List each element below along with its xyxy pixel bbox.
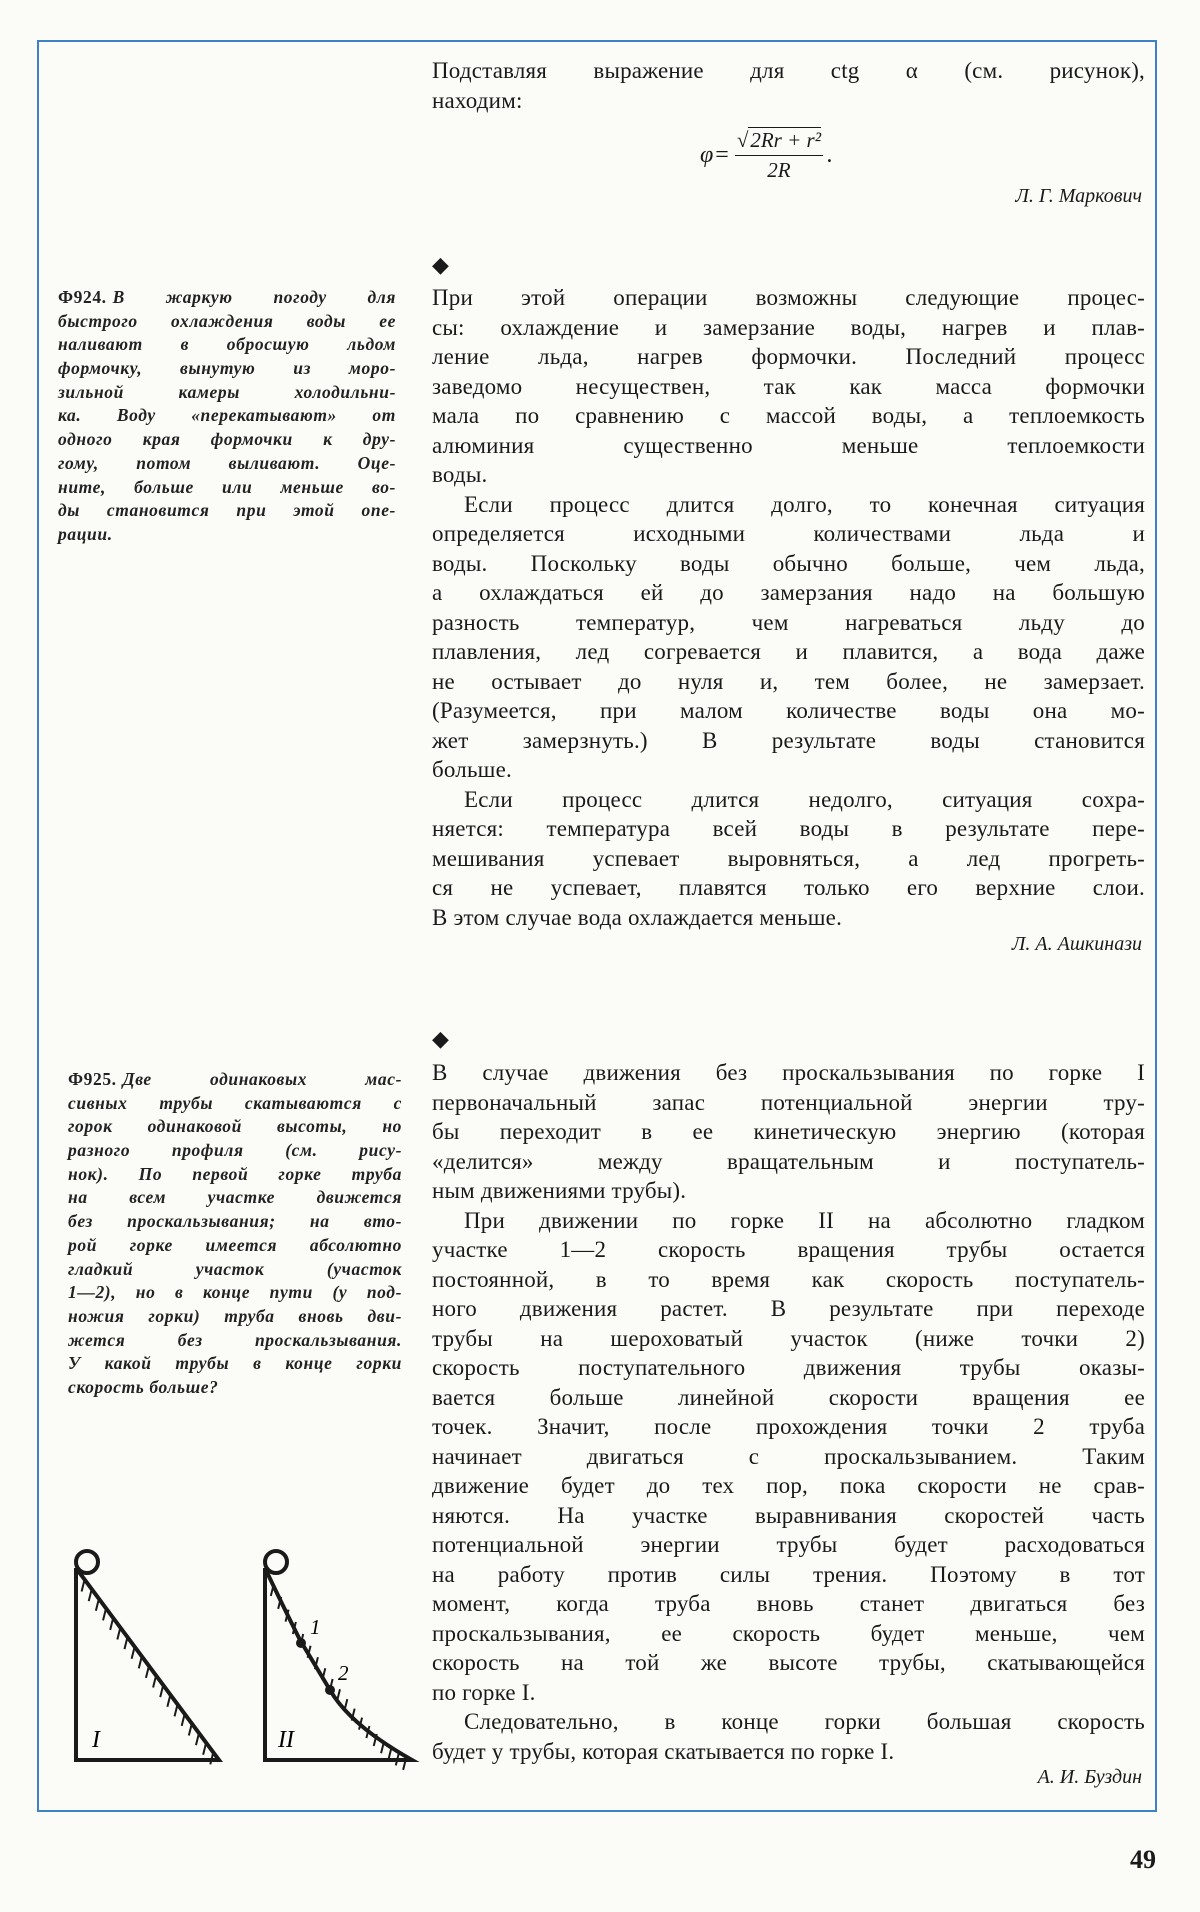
condition-text: разного профиля (см. рису-: [68, 1140, 402, 1161]
condition-line: [68, 1092, 402, 1116]
condition-text: одного края формочки к дру-: [58, 429, 396, 450]
solution-line: алюминия существенно меньше теплоемкости: [432, 432, 1145, 458]
solution-line: Если процесс длится долго, то конечная ситуация: [464, 491, 1145, 517]
solution-line: вается больше линейной скорости вращения ее: [432, 1384, 1145, 1410]
solution-line: скорость на той же высоте трубы, скатывающейся: [432, 1650, 1145, 1675]
slides-figure: [60, 1540, 430, 1770]
solution-line: мешивания успевает выровняться, а лед прогреть-: [432, 845, 1145, 871]
condition-text: ка. Воду «перекатывают» от: [58, 405, 396, 426]
condition-text: У какой трубы в конце горки: [68, 1353, 402, 1374]
condition-text: рации.: [58, 523, 113, 544]
condition-line: [58, 310, 396, 334]
condition-line: [68, 1352, 402, 1376]
author-markovich: Л. Г. Маркович: [1015, 185, 1142, 207]
condition-line: [68, 1329, 402, 1353]
condition-text: ды становится при этой опе-: [58, 500, 396, 521]
condition-line: [58, 499, 396, 523]
solution-line: определяется исходными количествами льда и: [432, 521, 1145, 546]
solution-line: Следовательно, в конце горки большая скорость: [464, 1709, 1145, 1734]
solution-line: сы: охлаждение и замерзание воды, нагрев и плав-: [432, 314, 1145, 340]
condition-line: [68, 1139, 402, 1163]
condition-line: [58, 476, 396, 500]
solution-line: няются. На участке выравнивания скоростей часть: [432, 1502, 1145, 1528]
solution-line: бы переходит в ее кинетическую энергию (которая: [432, 1119, 1145, 1144]
solution-line: движение будет до тех пор, пока скорости не срав-: [432, 1473, 1145, 1498]
problem-label: Ф925.: [68, 1069, 117, 1089]
solution-line: жет замерзнуть.) В результате воды становится: [432, 727, 1145, 753]
condition-line: [58, 452, 396, 476]
solution-line: разность температур, чем нагреваться льду до: [432, 609, 1145, 635]
condition-line: [68, 1186, 402, 1210]
condition-line: [68, 1305, 402, 1329]
condition-line: [68, 1258, 402, 1282]
condition-line: [68, 1068, 402, 1092]
point-2-label: 2: [338, 1661, 349, 1685]
condition-line: [58, 333, 396, 357]
solution-line: не остывает до нуля и, тем более, не замерзает.: [432, 668, 1145, 694]
solution-line: В случае движения без проскальзывания по горке I: [432, 1060, 1145, 1085]
condition-text: без проскальзывания; на вто-: [68, 1211, 402, 1232]
solution-line: больше.: [432, 757, 512, 782]
solution-line: В этом случае вода охлаждается меньше.: [432, 904, 843, 930]
condition-line: [68, 1376, 402, 1400]
condition-text: Две одинаковых мас-: [122, 1069, 402, 1089]
condition-text: сивных трубы скатываются с: [68, 1092, 402, 1113]
condition-text: жется без проскальзывания.: [68, 1329, 402, 1350]
solution-line: точек. Значит, после прохождения точки 2 труба: [432, 1414, 1145, 1439]
solution-line: заведомо несуществен, так как масса формочки: [432, 373, 1145, 399]
text-line: находим:: [432, 87, 523, 113]
condition-line: [58, 523, 396, 547]
solution-line: будет у трубы, которая скатывается по горке I.: [432, 1738, 895, 1764]
formula-dot: .: [827, 142, 833, 168]
condition-line: [68, 1115, 402, 1139]
solution-line: няется: температура всей воды в результате пере-: [432, 816, 1145, 841]
solution-line: ным движениями трубы).: [432, 1178, 687, 1203]
condition-line: [58, 381, 396, 405]
condition-text: горок одинаковой высоты, но: [68, 1116, 402, 1137]
slide-1-label: I: [92, 1727, 100, 1753]
author-ashkinazi: Л. А. Ашкинази: [1011, 933, 1142, 955]
solution-line: на работу против силы трения. Поэтому в тот: [432, 1561, 1145, 1587]
top-text: [432, 56, 1145, 115]
solution-line: постоянной, в то время как скорость поступатель-: [432, 1266, 1145, 1292]
condition-line: [58, 286, 396, 310]
problem-925-solution: [432, 1058, 1145, 1766]
condition-line: [58, 404, 396, 428]
formula-fraction: [735, 128, 823, 183]
condition-text: скорость больше?: [68, 1376, 219, 1397]
point-1-label: 1: [310, 1615, 321, 1639]
solution-line: При движении по горке II на абсолютно гладком: [464, 1207, 1145, 1233]
slide-2-pipe: [265, 1551, 287, 1573]
formula-lhs: φ: [700, 142, 714, 168]
condition-text: формочку, вынутую из моро-: [58, 358, 396, 379]
solution-line: участке 1—2 скорость вращения трубы остается: [432, 1237, 1145, 1262]
solution-line: трубы на шероховатый участок (ниже точки 2): [432, 1325, 1145, 1351]
solution-line: потенциальной энергии трубы будет расходоваться: [432, 1532, 1145, 1557]
condition-line: [68, 1281, 402, 1305]
condition-text: наливают в обросшую льдом: [58, 334, 396, 355]
solution-line: плавления, лед согревается и плавится, а вода даже: [432, 639, 1145, 664]
condition-text: быстрого охлаждения воды ее: [58, 310, 396, 331]
solution-line: «делится» между вращательным и поступатель-: [432, 1148, 1145, 1174]
problem-label: Ф924.: [58, 287, 107, 307]
slide-2-label: II: [278, 1727, 294, 1753]
problem-924-solution: [432, 283, 1145, 932]
slide-1-pipe: [76, 1551, 98, 1573]
condition-line: [58, 428, 396, 452]
condition-text: гому, потом выливают. Оце-: [58, 452, 396, 473]
solution-line: по горке I.: [432, 1679, 536, 1705]
condition-text: рой горке имеется абсолютно: [68, 1234, 402, 1255]
condition-line: [68, 1163, 402, 1187]
solution-line: скорость поступательного движения трубы оказы-: [432, 1355, 1145, 1380]
condition-text: на всем участке движется: [68, 1187, 402, 1208]
solution-line: ся не успевает, плавятся только его верхние слои.: [432, 875, 1145, 900]
solution-line: начинает двигаться с проскальзыванием. Таким: [432, 1443, 1145, 1469]
solution-line: момент, когда труба вновь станет двигаться без: [432, 1591, 1145, 1616]
condition-line: [68, 1234, 402, 1258]
condition-text: нок). По первой горке труба: [68, 1163, 402, 1184]
condition-line: [68, 1210, 402, 1234]
section-divider-2: ◆: [432, 1026, 449, 1051]
solution-line: ного движения растет. В результате при переходе: [432, 1296, 1145, 1321]
condition-text: ните, больше или меньше во-: [58, 476, 396, 497]
problem-924-condition: [58, 286, 396, 547]
solution-line: воды. Поскольку воды обычно больше, чем льда,: [432, 550, 1145, 576]
formula-numerator: √2Rr + r²: [735, 128, 823, 156]
condition-text: 1—2), но в конце пути (у под-: [68, 1282, 402, 1303]
page-number: 49: [1130, 1845, 1156, 1874]
solution-line: мала по сравнению с массой воды, а теплоемкость: [432, 403, 1145, 428]
condition-text: В жаркую погоду для: [112, 287, 396, 307]
condition-text: ножия горки) труба вновь дви-: [68, 1305, 402, 1326]
solution-line: Если процесс длится недолго, ситуация сохра-: [464, 786, 1145, 812]
point-2: [325, 1685, 335, 1695]
condition-text: зильной камеры холодильни-: [58, 381, 396, 402]
solution-line: проскальзывания, ее скорость будет меньше, чем: [432, 1620, 1145, 1646]
author-buzdin: А. И. Буздин: [1037, 1766, 1142, 1788]
condition-line: [58, 357, 396, 381]
solution-line: воды.: [432, 462, 488, 487]
condition-text: гладкий участок (участок: [68, 1258, 402, 1279]
formula-eq: =: [715, 142, 729, 168]
point-1: [296, 1638, 306, 1648]
solution-line: ление льда, нагрев формочки. Последний процесс: [432, 344, 1145, 369]
text-line: Подставляя выражение для ctg α (см. рисунок),: [432, 58, 1145, 83]
slide-1-hatching: [82, 1580, 214, 1765]
solution-line: (Разумеется, при малом количестве воды она мо-: [432, 698, 1145, 723]
solution-line: первоначальный запас потенциальной энергии тру-: [432, 1089, 1145, 1115]
formula-denominator: 2R: [767, 158, 791, 182]
solution-line: При этой операции возможны следующие процес-: [432, 285, 1145, 310]
solution-line: а охлаждаться ей до замерзания надо на большую: [432, 580, 1145, 605]
section-divider-1: ◆: [432, 252, 449, 277]
problem-925-condition: [68, 1068, 402, 1400]
formula: [700, 128, 833, 183]
